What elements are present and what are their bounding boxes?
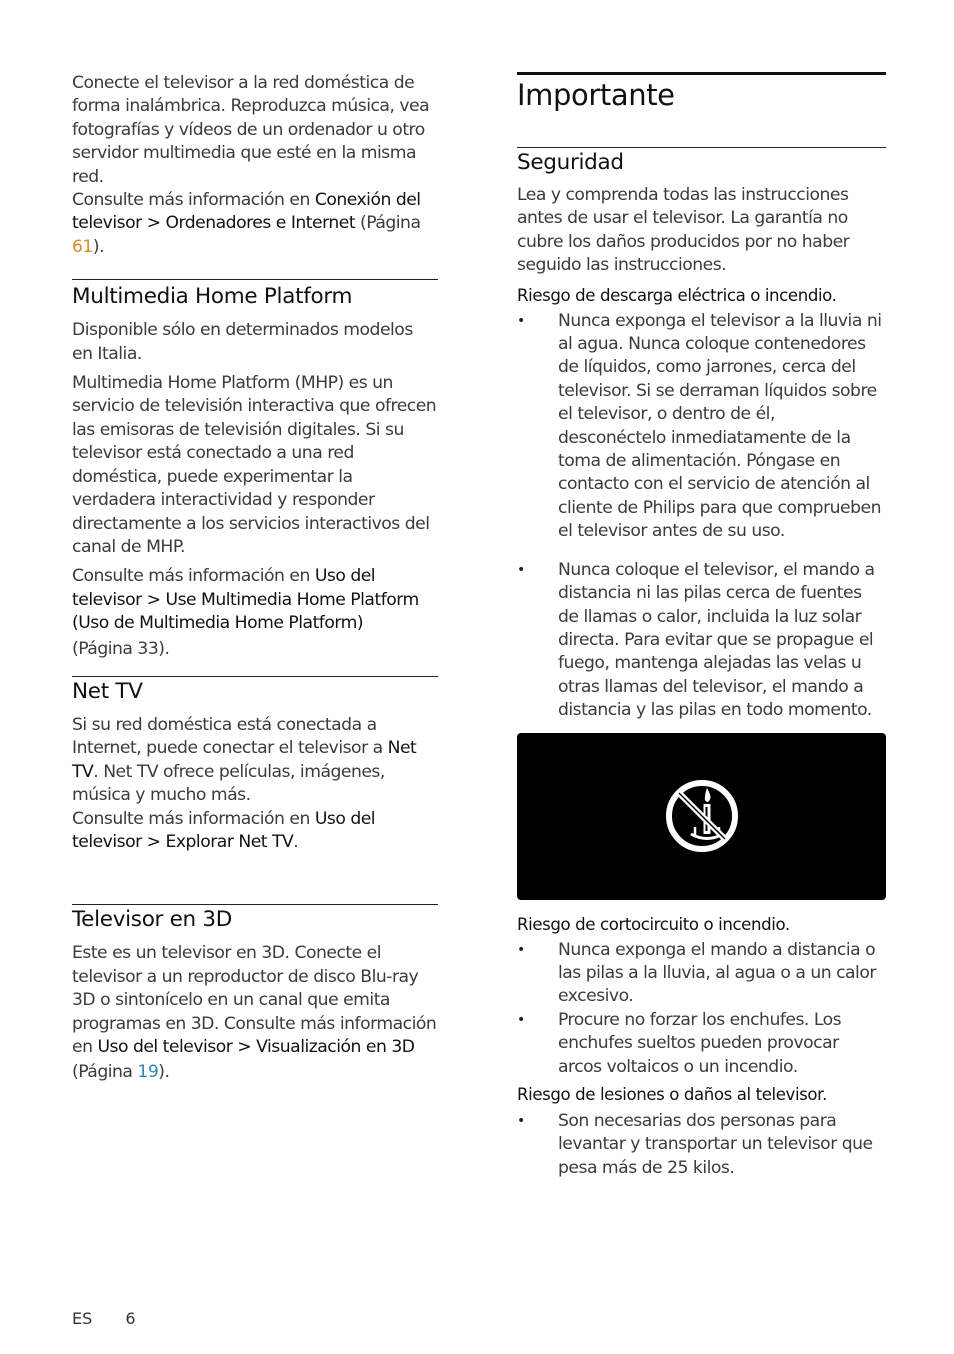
bullet-icon: •	[517, 312, 525, 329]
right-column	[517, 72, 886, 1180]
link-conexion-televisor[interactable]: Conexión del televisor	[72, 190, 421, 234]
tv3d-page-ref: (Página 19).	[72, 1062, 170, 1083]
list-item: • Nunca exponga el televisor a la lluvia ni al agua. Nunca coloque contenedores de líquidos, como jarrones, cerca del televisor. Si se derraman líquidos sobre el televisor, o dentro de él, desconéctelo inmediatamente de la toma de alimentación. Póngase en contacto con el servicio de atención al cliente de Philips para que comprueben el televisor antes de su uso.	[517, 310, 882, 542]
link-explorar-net-tv[interactable]: Explorar Net TV	[165, 831, 294, 852]
mhp-availability: Disponible sólo en determinados modelos en Italia.	[72, 320, 413, 364]
bullet-icon: •	[517, 561, 525, 578]
page-title: Importante	[517, 78, 675, 112]
list-item: • Procure no forzar los enchufes. Los enchufes sueltos pueden provocar arcos voltaicos o un incendio.	[517, 1009, 842, 1077]
mhp-reference: Consulte más información en Uso del televisor > Use Multimedia Home Platform (Uso de Multimedia Home Platform)	[72, 566, 419, 634]
security-intro: Lea y comprenda todas las instrucciones antes de usar el televisor. La garantía no cubre los daños producidos por no haber seguido las instrucciones.	[517, 185, 850, 276]
title-rule	[517, 72, 886, 75]
link-uso-televisor[interactable]: Uso del televisor	[72, 566, 376, 610]
bullet-icon: •	[517, 1011, 525, 1028]
mhp-page-ref: (Página 33).	[72, 638, 170, 659]
list-item: • Son necesarias dos personas para levantar y transportar un televisor que pesa más de 25 kilos.	[517, 1110, 873, 1178]
link-uso-televisor[interactable]: Uso del televisor	[72, 808, 376, 852]
risk-list-shortcircuit	[517, 939, 886, 1079]
risk-list-injury	[517, 1110, 886, 1180]
page-link-61[interactable]: 61	[72, 236, 93, 257]
section-heading-mhp: Multimedia Home Platform	[72, 284, 353, 310]
list-item: • Nunca coloque el televisor, el mando a distancia ni las pilas cerca de fuentes de llamas o calor, incluida la luz solar directa. Para evitar que se propague el fuego, mantenga alejadas las velas u otras llamas del televisor, el mando a distancia y las pilas en todo momento.	[517, 559, 875, 721]
tv3d-description: Este es un televisor en 3D. Conecte el televisor a un reproductor de disco Blu-ray 3D o sintonícelo en un canal que emita programas en 3D. Consulte más información en Uso del televisor > Visualización en 3D	[72, 943, 437, 1057]
no-candle-icon	[663, 777, 741, 855]
link-use-mhp[interactable]: Use Multimedia Home Platform (Uso de Multimedia Home Platform)	[72, 589, 419, 634]
link-uso-televisor[interactable]: Uso del televisor	[97, 1037, 233, 1057]
page-footer	[72, 1309, 136, 1328]
risk-list-shock	[517, 310, 886, 723]
section-heading-3d: Televisor en 3D	[72, 907, 233, 933]
risk-heading-injury: Riesgo de lesiones o daños al televisor.	[517, 1084, 827, 1104]
link-visualizacion-3d[interactable]: Visualización en 3D	[256, 1037, 415, 1057]
nettv-description: Si su red doméstica está conectada a Internet, puede conectar el televisor a Net TV. Net TV ofrece películas, imágenes, música y mucho más.	[72, 714, 417, 806]
intro-reference: Consulte más información en Conexión del televisor > Ordenadores e Internet (Página 61).	[72, 190, 421, 257]
bullet-icon: •	[517, 1112, 525, 1129]
page-link-19[interactable]: 19	[137, 1062, 159, 1083]
risk-heading-shortcircuit: Riesgo de cortocircuito o incendio.	[517, 914, 790, 934]
no-candle-warning-image	[517, 733, 886, 900]
section-divider	[72, 279, 438, 280]
risk-heading-shock: Riesgo de descarga eléctrica o incendio.	[517, 285, 837, 305]
section-heading-seguridad: Seguridad	[517, 150, 624, 175]
section-divider	[72, 904, 438, 905]
net-tv-term: Net TV	[72, 738, 417, 782]
section-heading-nettv: Net TV	[72, 678, 143, 704]
page-number: 6	[125, 1309, 136, 1328]
link-ordenadores-internet[interactable]: Ordenadores e Internet	[165, 213, 356, 234]
intro-paragraph: Conecte el televisor a la red doméstica de forma inalámbrica. Reproduzca música, vea fotografías y vídeos de un ordenador u otro servidor multimedia que esté en la misma red.	[72, 73, 430, 187]
left-column	[72, 72, 438, 1085]
bullet-icon: •	[517, 941, 525, 958]
language-code: ES	[72, 1309, 93, 1328]
nettv-reference: Consulte más información en Uso del televisor > Explorar Net TV.	[72, 808, 376, 852]
mhp-description: Multimedia Home Platform (MHP) es un servicio de televisión interactiva que ofrecen las emisoras de televisión digitales. Si su televisor está conectado a una red doméstica, puede experimentar la verdadera interactividad y responder directamente a los servicios interactivos del canal de MHP.	[72, 373, 437, 557]
section-divider	[72, 676, 438, 677]
list-item: • Nunca exponga el mando a distancia o las pilas a la lluvia, al agua o a un calor excesivo.	[517, 939, 876, 1007]
section-divider	[517, 147, 886, 148]
